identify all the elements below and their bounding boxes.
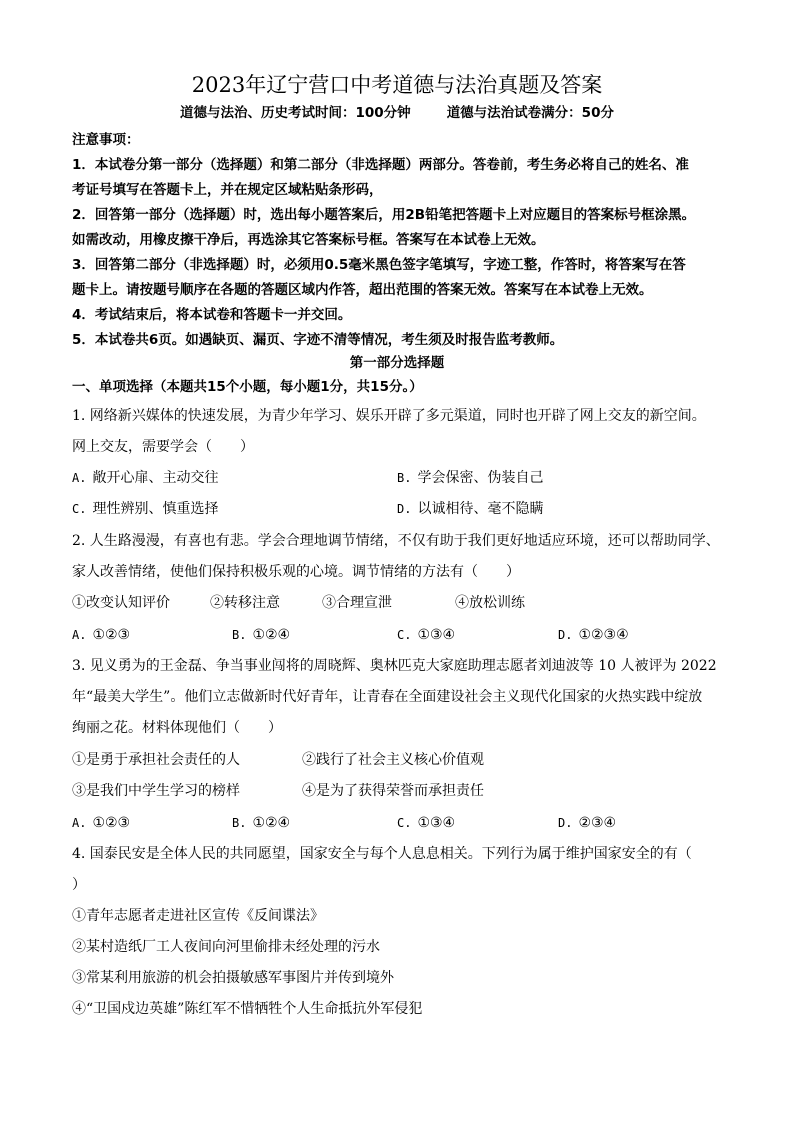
notice-line: 5．本试卷共6页。如遇缺页、漏页、字迹不清等情况，考生须及时报告监考教师。 — [72, 332, 564, 348]
question-3-stem: 3. 见义勇为的王金磊、争当事业闯将的周晓辉、奥林匹克大家庭助理志愿者刘迪波等 10 人被评为 2022 — [72, 658, 717, 674]
question-2-option-d: D. ①②③④ — [558, 627, 629, 643]
notice-line: 4．考试结束后，将本试卷和答题卡一并交回。 — [72, 307, 352, 323]
exam-time: 道德与法治、历史考试时间：100分钟 — [180, 105, 411, 121]
question-1-option-d: D. 以诚相待、毫不隐瞒 — [397, 501, 544, 517]
question-1-option-a: A. 敞开心扉、主动交往 — [72, 470, 219, 486]
question-1-stem: 1. 网络新兴媒体的快速发展，为青少年学习、娱乐开辟了多元渠道，同时也开辟了网上交友的新空间。 — [72, 408, 706, 424]
question-3-statement: ③是我们中学生学习的榜样 — [72, 783, 240, 799]
notice-line: 3．回答第二部分（非选择题）时，必须用0.5毫米黑色签字笔填写，字迹工整，作答时，将答案写在答 — [72, 257, 686, 273]
notice-line: 题卡上。请按题号顺序在各题的答题区域内作答，超出范围的答案无效。答案写在本试卷上无效。 — [72, 282, 653, 298]
question-4-statement: ②某村造纸厂工人夜间向河里偷排未经处理的污水 — [72, 939, 380, 955]
notice-line: 如需改动，用橡皮擦干净后，再选涂其它答案标号框。答案写在本试卷上无效。 — [72, 232, 545, 248]
question-1-option-b: B. 学会保密、伪装自己 — [397, 470, 544, 486]
question-2-statement: ③合理宣泄 — [322, 595, 392, 611]
question-3-stem: 年“最美大学生”。他们立志做新时代好青年，让青春在全面建设社会主义现代化国家的火热实践中绽放 — [72, 689, 703, 705]
question-1-option-c: C. 理性辨别、慎重选择 — [72, 501, 219, 517]
question-2-statement: ④放松训练 — [455, 595, 525, 611]
notice-heading: 注意事项： — [72, 132, 140, 148]
notice-line: 2．回答第一部分（选择题）时，选出每小题答案后，用2B铅笔把答题卡上对应题目的答案标号框涂黑。 — [72, 207, 696, 223]
document-title: 2023年辽宁营口中考道德与法治真题及答案 — [191, 73, 603, 97]
question-2-option-c: C. ①③④ — [397, 627, 456, 643]
question-2-option-a: A. ①②③ — [72, 627, 131, 643]
notice-line: 1．本试卷分第一部分（选择题）和第二部分（非选择题）两部分。答卷前，考生务必将自己的姓名、准 — [72, 157, 689, 173]
question-2-stem: 2. 人生路漫漫，有喜也有悲。学会合理地调节情绪，不仅有助于我们更好地适应环境，还可以帮助同学、 — [72, 533, 720, 549]
question-2-statement: ②转移注意 — [210, 595, 280, 611]
question-3-statement: ②践行了社会主义核心价值观 — [302, 752, 484, 768]
exam-full-score: 道德与法治试卷满分：50分 — [446, 105, 614, 121]
question-2-stem: 家人改善情绪，使他们保持积极乐观的心境。调节情绪的方法有（ ） — [72, 564, 520, 580]
question-4-statement: ③常某利用旅游的机会拍摄敏感军事图片并传到境外 — [72, 970, 394, 986]
question-2-statement: ①改变认知评价 — [72, 595, 170, 611]
question-4-stem: 4. 国泰民安是全体人民的共同愿望，国家安全与每个人息息相关。下列行为属于维护国家安全的有（ — [72, 846, 692, 862]
notice-line: 考证号填写在答题卡上，并在规定区域粘贴条形码， — [72, 182, 383, 198]
part-heading: 第一部分选择题 — [349, 355, 445, 371]
question-4-statement: ④“卫国戍边英雄”陈红军不惜牺牲个人生命抵抗外军侵犯 — [72, 1001, 423, 1017]
question-3-option-d: D. ②③④ — [558, 815, 617, 831]
question-3-statement: ④是为了获得荣誉而承担责任 — [302, 783, 484, 799]
question-3-statement: ①是勇于承担社会责任的人 — [72, 752, 240, 768]
question-3-option-a: A. ①②③ — [72, 815, 131, 831]
question-3-option-c: C. ①③④ — [397, 815, 456, 831]
question-2-option-b: B. ①②④ — [232, 627, 291, 643]
question-1-stem: 网上交友，需要学会（ ） — [72, 439, 254, 455]
section-heading: 一、单项选择（本题共15个小题，每小题1分，共15分。） — [72, 379, 423, 395]
question-3-option-b: B. ①②④ — [232, 815, 291, 831]
exam-info — [0, 104, 794, 122]
question-4-statement: ①青年志愿者走进社区宣传《反间谍法》 — [72, 908, 324, 924]
question-3-stem: 绚丽之花。材料体现他们（ ） — [72, 720, 282, 736]
question-4-stem: ） — [72, 877, 86, 893]
